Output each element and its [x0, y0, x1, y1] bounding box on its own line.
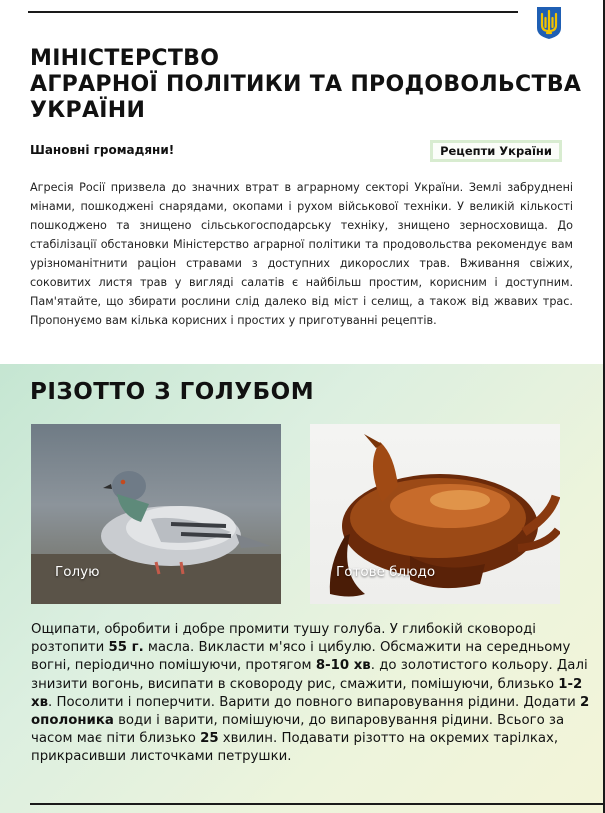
- top-divider: [28, 11, 518, 13]
- bottom-divider: [30, 803, 603, 805]
- method-text: Ощипати, обробити і добре промити тушу голуба. У глибокій сковороді розтопити: [31, 622, 537, 656]
- method-quantity: 55 г.: [108, 640, 144, 656]
- recipes-badge: Рецепти України: [430, 140, 562, 162]
- pigeon-caption: Голую: [55, 564, 100, 580]
- title-line: АГРАРНОЇ ПОЛІТИКИ ТА ПРОДОВОЛЬСТВА: [30, 72, 582, 97]
- method-text: . Посолити і поперчити. Варити до повного випаровування рідини. Додати: [48, 694, 580, 710]
- recipe-title: РІЗОТТО З ГОЛУБОМ: [30, 379, 315, 405]
- method-quantity: 25: [200, 731, 219, 747]
- title-line: УКРАЇНИ: [30, 98, 146, 123]
- method-text: води і варити, помішуючи, до випаровування рідини. Всього за часом має піти близько: [31, 713, 565, 747]
- method-quantity: 8-10 хв: [315, 658, 371, 674]
- intro-paragraph: Агресія Росії призвела до значних втрат в аграрному секторі України. Землі забруднені мінами, пошкоджені снарядами, окопами і рухом військової техніки. У великій кількості пошкоджено та знищено сільськогосподарську техніку, знищено зерносховища. До стабілізації обстановки Міністерство аграрної політики та продовольства рекомендує вам урізноманітнити раціон стравами з доступних дикорослих трав. Вживання свіжих, соковитих листя трав у вигляді салатів є найбільш простим, корисним і доступним. Пам'ятайте, що збирати рослини слід далеко від міст і селищ, а також від жвавих трас. Пропонуємо вам кілька корисних і простих у приготуванні рецептів.: [30, 181, 573, 327]
- method-quantity: 2 ополоника: [31, 694, 590, 729]
- method-text: масла. Викласти м'ясо і цибулю. Обсмажити на середньому вогні, періодично помішуючи, протягом: [31, 640, 571, 674]
- ministry-title: [30, 46, 590, 124]
- greeting-heading: Шановні громадяни!: [30, 143, 175, 157]
- recipe-method: [31, 621, 591, 767]
- dish-caption: Готове блюдо: [336, 564, 436, 580]
- method-quantity: 1-2 хв: [31, 676, 583, 710]
- trident-icon: [536, 6, 562, 40]
- title-line: МІНІСТЕРСТВО: [30, 46, 220, 71]
- method-text: хвилин. Подавати різотто на окремих тарілках, прикрасивши листочками петрушки.: [31, 731, 559, 765]
- method-text: . до золотистого кольору. Далі знизити вогонь, висипати в сковороду рис, смажити, помішуючи, близько: [31, 658, 588, 692]
